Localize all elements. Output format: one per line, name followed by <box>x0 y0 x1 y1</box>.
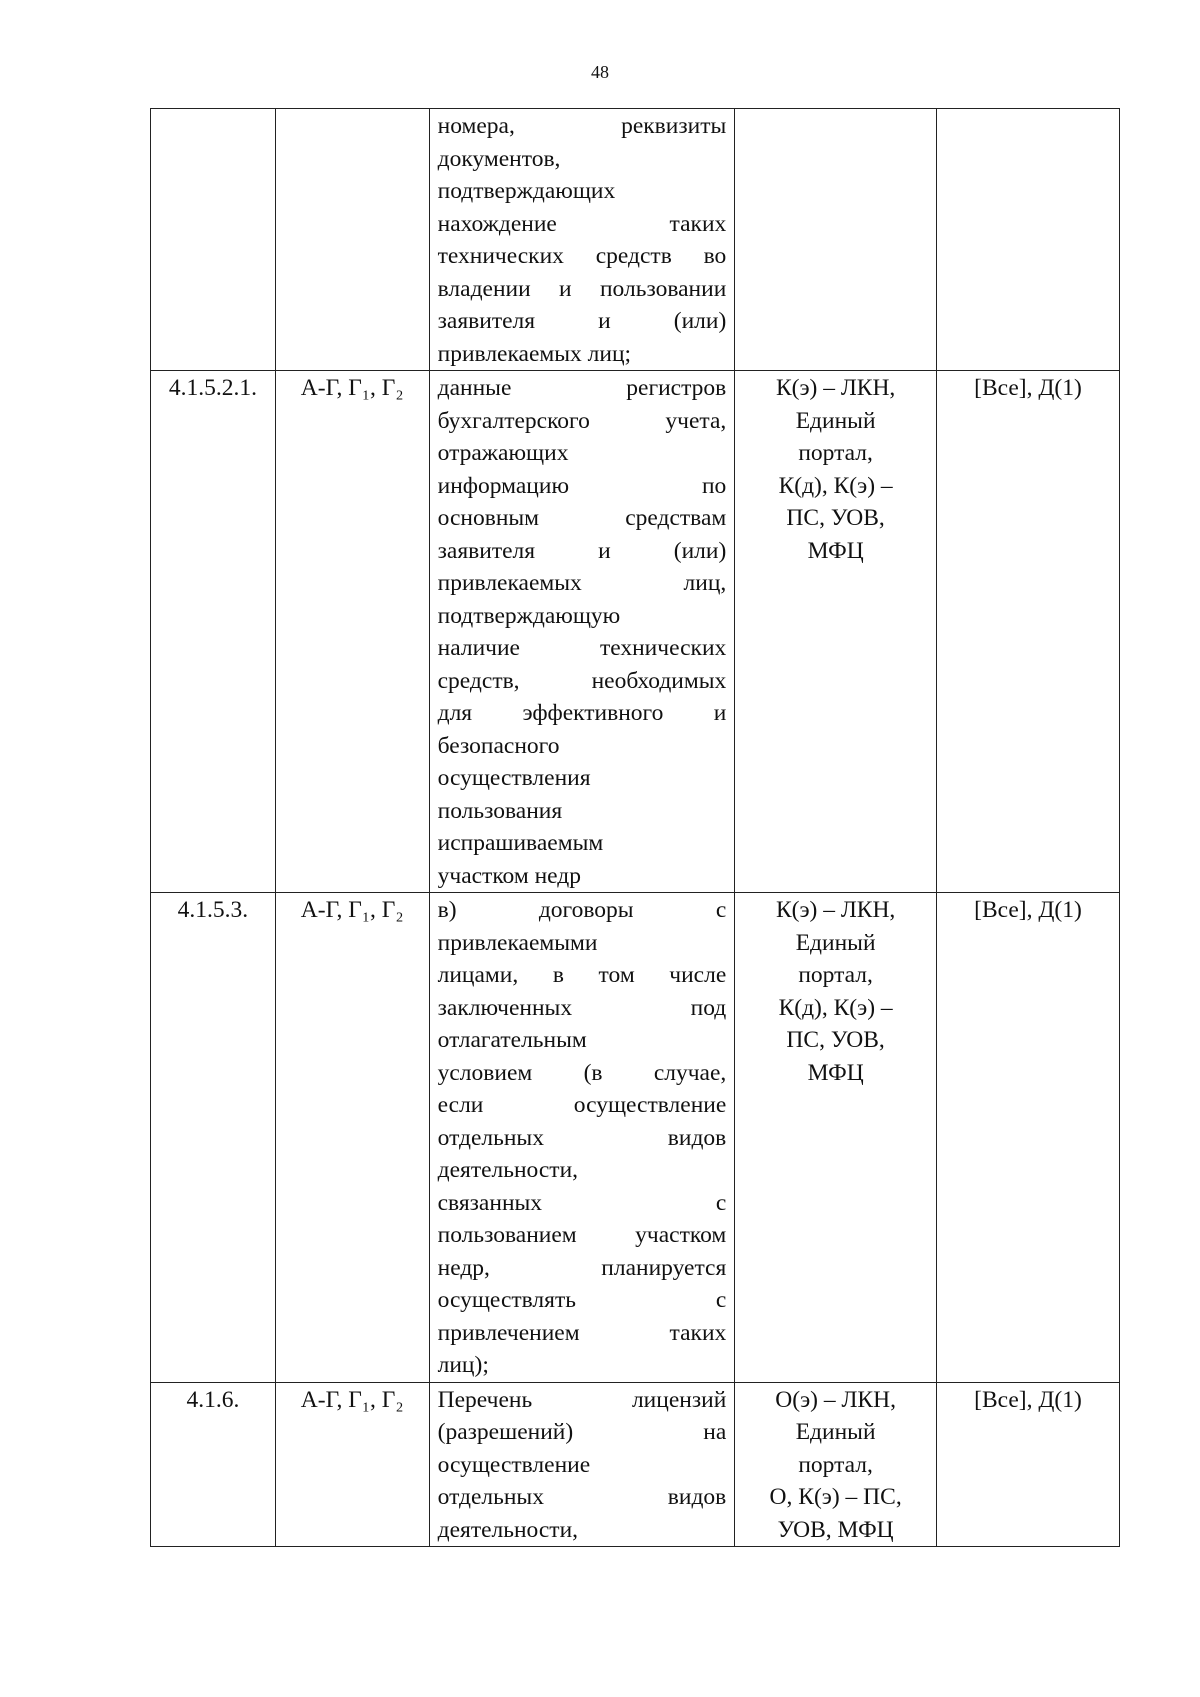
cell-description <box>429 1382 735 1547</box>
description-line: информацию по <box>437 472 727 499</box>
description-line: подтверждающую <box>437 602 621 629</box>
cell-category-code: А-Г, Г₁, Г₂ <box>275 371 429 893</box>
description-line: заключенных под <box>437 994 727 1021</box>
cell-submission-method <box>735 371 937 893</box>
description-line: технических средств во <box>437 243 727 269</box>
cell-category-code: А-Г, Г₁, Г₂ <box>275 893 429 1383</box>
document-table <box>150 108 1120 1547</box>
submission-method-line: портал, <box>798 1451 873 1478</box>
cell-submission-method <box>735 893 937 1383</box>
description-line: осуществлять с <box>437 1287 727 1313</box>
description-line: привлечением таких <box>437 1319 727 1346</box>
submission-method-line: Единый <box>795 929 876 956</box>
description-line: основным средствам <box>437 505 727 531</box>
submission-method-line: МФЦ <box>807 537 864 564</box>
cell-description <box>429 893 735 1383</box>
description-line: пользования <box>437 797 563 824</box>
cell-access-level <box>936 109 1119 371</box>
submission-method-line: К(д), К(э) – <box>778 994 893 1021</box>
cell-category-code <box>275 109 429 371</box>
submission-method-line: УОВ, МФЦ <box>777 1516 894 1543</box>
table-row <box>151 109 1120 371</box>
cell-item-number: 4.1.5.2.1. <box>151 371 276 893</box>
description-line: испрашиваемым <box>437 830 604 856</box>
description-line: если осуществление <box>437 1092 727 1118</box>
description-line: связанных с <box>437 1189 727 1216</box>
description-line: осуществление <box>437 1451 591 1478</box>
description-line: подтверждающих <box>437 178 616 204</box>
submission-method-line: МФЦ <box>807 1059 864 1086</box>
description-line: привлекаемых лиц; <box>437 340 632 367</box>
description-line: участком недр <box>437 862 582 889</box>
description-line: нахождение таких <box>437 210 727 237</box>
submission-method-line: Единый <box>795 407 876 434</box>
description-line: деятельности, <box>437 1157 579 1183</box>
description-line: отражающих <box>437 440 569 466</box>
description-line: средств, необходимых <box>437 667 727 694</box>
cell-submission-method <box>735 1382 937 1547</box>
cell-item-number: 4.1.6. <box>151 1382 276 1547</box>
description-line: заявителя и (или) <box>437 308 727 334</box>
cell-access-level: [Все], Д(1) <box>936 893 1119 1383</box>
description-line: в) договоры с <box>437 897 727 923</box>
submission-method-line: ПС, УОВ, <box>786 505 885 531</box>
description-line: владении и пользовании <box>437 275 727 302</box>
submission-method-line: О, К(э) – ПС, <box>769 1484 902 1510</box>
description-line: привлекаемых лиц, <box>437 570 727 596</box>
submission-method-line: Единый <box>795 1419 876 1445</box>
cell-category-code: А-Г, Г₁, Г₂ <box>275 1382 429 1547</box>
submission-method-line: портал, <box>798 962 873 988</box>
description-line: условием (в случае, <box>437 1059 727 1086</box>
cell-submission-method <box>735 109 937 371</box>
description-line: лицами, в том числе <box>437 962 727 988</box>
cell-description <box>429 109 735 371</box>
page-number: 48 <box>591 62 609 82</box>
description-line: документов, <box>437 145 561 172</box>
description-line: отлагательным <box>437 1027 587 1053</box>
cell-access-level: [Все], Д(1) <box>936 371 1119 893</box>
submission-method-line: ПС, УОВ, <box>786 1027 885 1053</box>
submission-method-line: портал, <box>798 440 873 466</box>
table-row <box>151 1382 1120 1547</box>
description-line: привлекаемыми <box>437 929 598 956</box>
submission-method-line: К(д), К(э) – <box>778 472 893 499</box>
table-body <box>151 109 1120 1547</box>
description-line: недр, планируется <box>437 1254 727 1281</box>
description-line: бухгалтерского учета, <box>437 407 727 434</box>
table-row <box>151 371 1120 893</box>
description-line: осуществления <box>437 765 591 791</box>
cell-access-level: [Все], Д(1) <box>936 1382 1119 1547</box>
description-line: деятельности, <box>437 1516 579 1543</box>
cell-item-number: 4.1.5.3. <box>151 893 276 1383</box>
description-line: номера, реквизиты <box>437 113 727 139</box>
submission-method-line: К(э) – ЛКН, <box>775 375 896 401</box>
cell-description <box>429 371 735 893</box>
description-line: Перечень лицензий <box>437 1386 727 1413</box>
description-line: (разрешений) на <box>437 1419 727 1445</box>
description-line: безопасного <box>437 732 560 759</box>
description-line: для эффективного и <box>437 700 727 726</box>
description-line: заявителя и (или) <box>437 537 727 564</box>
description-line: пользованием участком <box>437 1222 727 1248</box>
description-line: отдельных видов <box>437 1124 727 1151</box>
description-line: лиц); <box>437 1352 489 1378</box>
description-line: данные регистров <box>437 375 727 401</box>
cell-item-number <box>151 109 276 371</box>
table-row <box>151 893 1120 1383</box>
submission-method-line: К(э) – ЛКН, <box>775 897 896 923</box>
submission-method-line: О(э) – ЛКН, <box>775 1386 896 1413</box>
description-line: наличие технических <box>437 635 727 661</box>
description-line: отдельных видов <box>437 1484 727 1510</box>
